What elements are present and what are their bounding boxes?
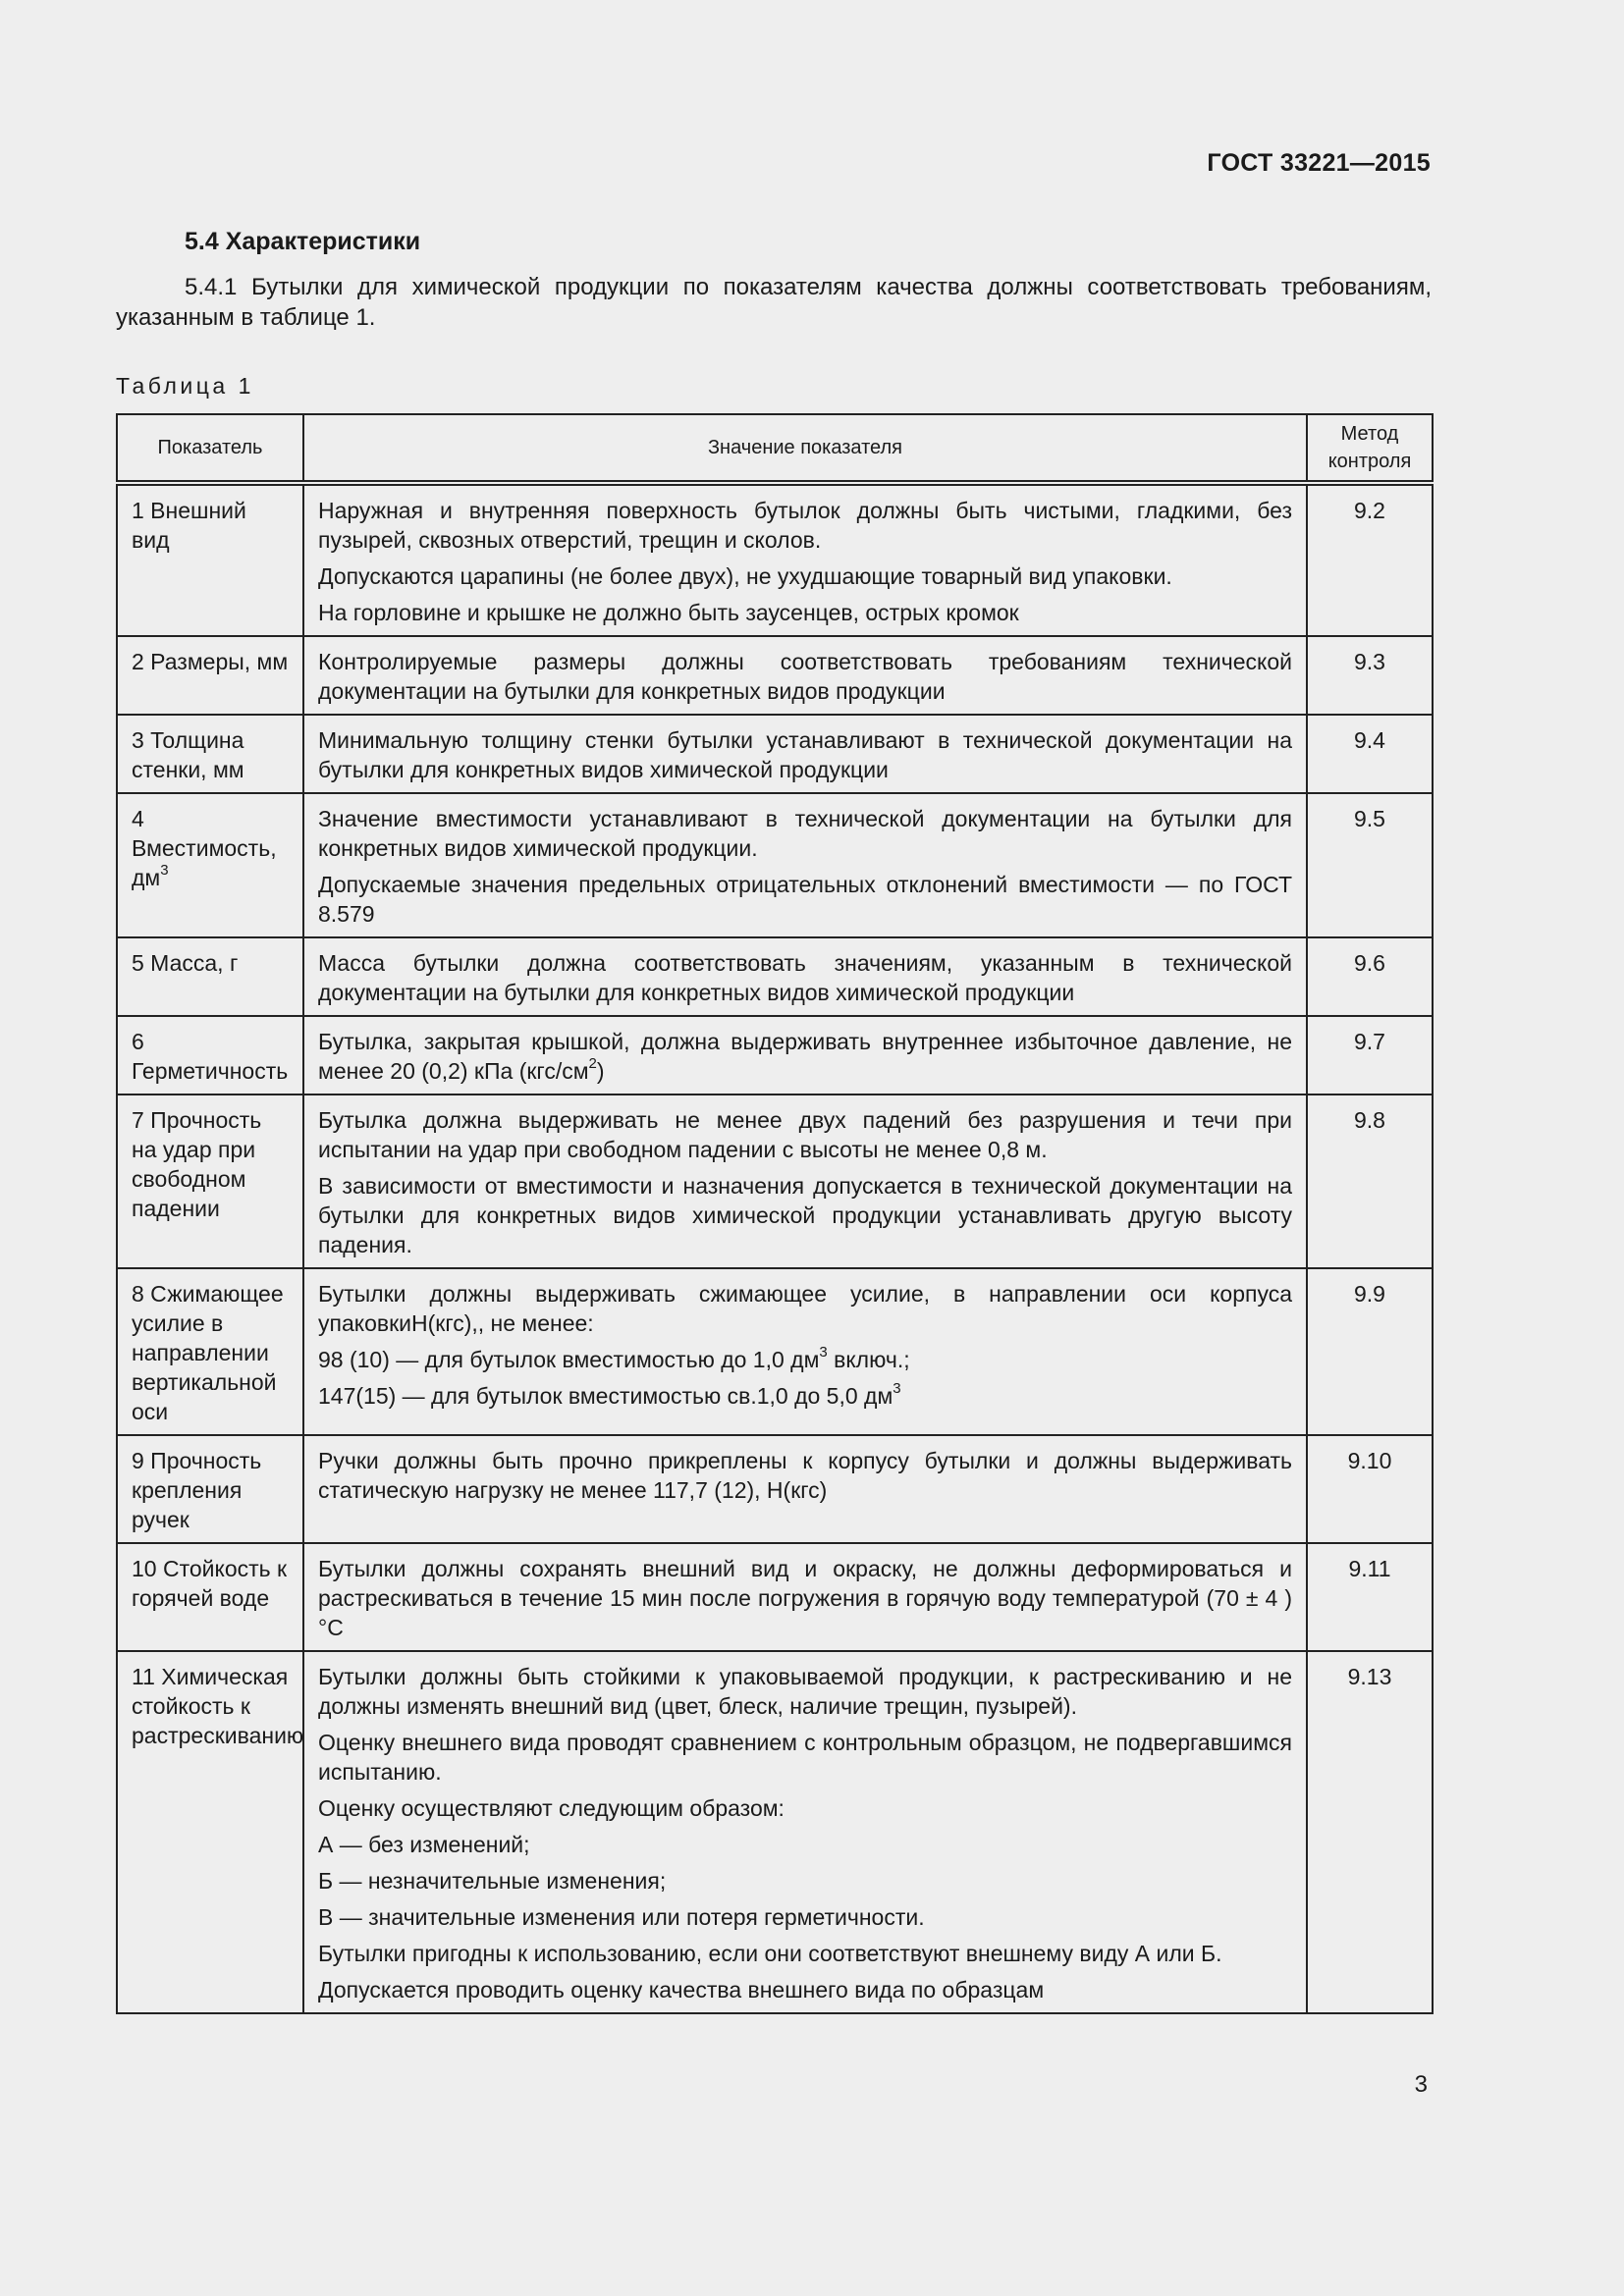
row-paragraph: Бутылки должны быть стойкими к упаковываемой продукции, к растрескиванию и не должны изменять внешний вид (цвет, блеск, наличие трещин, пузырей).	[318, 1664, 1292, 1719]
superscript: 2	[588, 1055, 597, 1073]
row-method: 9.5	[1307, 793, 1433, 937]
row-text-tail: включ.;	[827, 1347, 910, 1372]
row-value	[303, 1543, 1307, 1651]
row-method: 9.3	[1307, 636, 1433, 715]
header-value: Значение показателя	[303, 414, 1307, 483]
row-paragraph: Допускаемые значения предельных отрицательных отклонений вместимости — по ГОСТ 8.579	[318, 872, 1292, 927]
header-method-line1: Метод	[1340, 423, 1399, 445]
table-row	[117, 715, 1433, 793]
row-value	[303, 715, 1307, 793]
row-indicator: 5 Масса, г	[117, 937, 303, 1016]
table-caption: Таблица 1	[116, 373, 254, 399]
row-paragraph: Минимальную толщину стенки бутылки устанавливают в технической документации на бутылки для конкретных видов химической продукции	[318, 727, 1292, 782]
intro-paragraph: 5.4.1 Бутылки для химической продукции по показателям качества должны соответствовать требованиям, указанным в таблице 1.	[116, 274, 1432, 331]
row-paragraph: В — значительные изменения или потеря герметичности.	[318, 1904, 925, 1930]
table-row	[117, 483, 1433, 636]
header-method	[1307, 414, 1433, 483]
row-indicator: 6 Герметичность	[117, 1016, 303, 1095]
row-indicator: 2 Размеры, мм	[117, 636, 303, 715]
table-row	[117, 1268, 1433, 1435]
superscript: 3	[160, 862, 169, 880]
table-row	[117, 793, 1433, 937]
table-row	[117, 1016, 1433, 1095]
table-row	[117, 1543, 1433, 1651]
row-text-tail: )	[596, 1058, 605, 1084]
row-method: 9.9	[1307, 1268, 1433, 1435]
row-method: 9.8	[1307, 1095, 1433, 1268]
row-indicator: 8 Сжимающее усилие в направлении вертикальной оси	[117, 1268, 303, 1435]
row-method: 9.13	[1307, 1651, 1433, 2013]
row-indicator: 9 Прочность крепления ручек	[117, 1435, 303, 1543]
row-value	[303, 937, 1307, 1016]
row-value	[303, 636, 1307, 715]
table-row	[117, 1095, 1433, 1268]
row-indicator: 3 Толщина стенки, мм	[117, 715, 303, 793]
table-row	[117, 636, 1433, 715]
row-paragraph: Допускается проводить оценку качества внешнего вида по образцам	[318, 1977, 1045, 2002]
row-paragraph	[318, 1381, 1292, 1411]
row-value	[303, 1016, 1307, 1095]
row-indicator: 1 Внешний вид	[117, 483, 303, 636]
row-value	[303, 1095, 1307, 1268]
row-paragraph: Наружная и внутренняя поверхность бутылок должны быть чистыми, гладкими, без пузырей, сквозных отверстий, трещин и сколов.	[318, 498, 1292, 553]
row-indicator: 11 Химическая стойкость к растрескиванию	[117, 1651, 303, 2013]
row-value	[303, 483, 1307, 636]
section-title: 5.4 Характеристики	[185, 228, 421, 255]
row-indicator-text: 4 Вместимость, дм	[132, 806, 277, 890]
row-paragraph	[318, 1027, 1292, 1086]
row-paragraph: Значение вместимости устанавливают в технической документации на бутылки для конкретных видов химической продукции.	[318, 806, 1292, 861]
row-paragraph: Оценку осуществляют следующим образом:	[318, 1795, 785, 1821]
row-text: 98 (10) — для бутылок вместимостью до 1,0 дм	[318, 1347, 820, 1372]
row-paragraph	[318, 1345, 1292, 1374]
row-method: 9.4	[1307, 715, 1433, 793]
row-paragraph: В зависимости от вместимости и назначения допускается в технической документации на бутылки для конкретных видов химической продукции устанавливать другую высоту падения.	[318, 1173, 1292, 1257]
row-paragraph: Бутылки пригодны к использованию, если они соответствуют внешнему виду А или Б.	[318, 1941, 1222, 1966]
row-text: 147(15) — для бутылок вместимостью св.1,0 до 5,0 дм	[318, 1383, 893, 1409]
row-method: 9.7	[1307, 1016, 1433, 1095]
row-paragraph: На горловине и крышке не должно быть заусенцев, острых кромок	[318, 600, 1019, 625]
characteristics-table	[116, 413, 1434, 2014]
header-indicator: Показатель	[117, 414, 303, 483]
row-indicator	[117, 793, 303, 937]
superscript: 3	[819, 1344, 828, 1362]
row-paragraph: Масса бутылки должна соответствовать значениям, указанным в технической документации на бутылки для конкретных видов химической продукции	[318, 950, 1292, 1005]
page-number: 3	[1414, 2071, 1428, 2098]
table-header-row	[117, 414, 1433, 483]
row-method: 9.2	[1307, 483, 1433, 636]
row-indicator: 7 Прочность на удар при свободном падении	[117, 1095, 303, 1268]
superscript: 3	[893, 1380, 901, 1398]
row-value	[303, 1651, 1307, 2013]
row-paragraph: Б — незначительные изменения;	[318, 1868, 667, 1894]
row-value	[303, 1268, 1307, 1435]
row-paragraph: А — без изменений;	[318, 1832, 530, 1857]
standard-code: ГОСТ 33221—2015	[1207, 149, 1431, 177]
row-paragraph: Контролируемые размеры должны соответствовать требованиям технической документации на бутылки для конкретных видов продукции	[318, 649, 1292, 704]
row-method: 9.10	[1307, 1435, 1433, 1543]
table-row	[117, 1435, 1433, 1543]
row-paragraph: Оценку внешнего вида проводят сравнением с контрольным образцом, не подвергавшимся испытанию.	[318, 1730, 1292, 1785]
row-indicator: 10 Стойкость к горячей воде	[117, 1543, 303, 1651]
row-text: Бутылка, закрытая крышкой, должна выдерживать внутреннее избыточное давление, не менее 20 (0,2) кПа (кгс/см	[318, 1029, 1292, 1084]
row-method: 9.6	[1307, 937, 1433, 1016]
row-value	[303, 1435, 1307, 1543]
row-method: 9.11	[1307, 1543, 1433, 1651]
row-paragraph: Бутылка должна выдерживать не менее двух падений без разрушения и течи при испытании на удар при свободном падении с высоты не менее 0,8 м.	[318, 1107, 1292, 1162]
row-value	[303, 793, 1307, 937]
header-method-line2: контроля	[1327, 451, 1412, 472]
row-paragraph: Бутылки должны сохранять внешний вид и окраску, не должны деформироваться и растрескиваться в течение 15 мин после погружения в горячую воду температурой (70 ± 4 ) °С	[318, 1556, 1292, 1640]
table-row	[117, 1651, 1433, 2013]
row-paragraph: Допускаются царапины (не более двух), не ухудшающие товарный вид упаковки.	[318, 563, 1172, 589]
row-paragraph: Ручки должны быть прочно прикреплены к корпусу бутылки и должны выдерживать статическую нагрузку не менее 117,7 (12), Н(кгс)	[318, 1448, 1292, 1503]
row-paragraph: Бутылки должны выдерживать сжимающее усилие, в направлении оси корпуса упаковкиН(кгс),, не менее:	[318, 1281, 1292, 1336]
table-row	[117, 937, 1433, 1016]
